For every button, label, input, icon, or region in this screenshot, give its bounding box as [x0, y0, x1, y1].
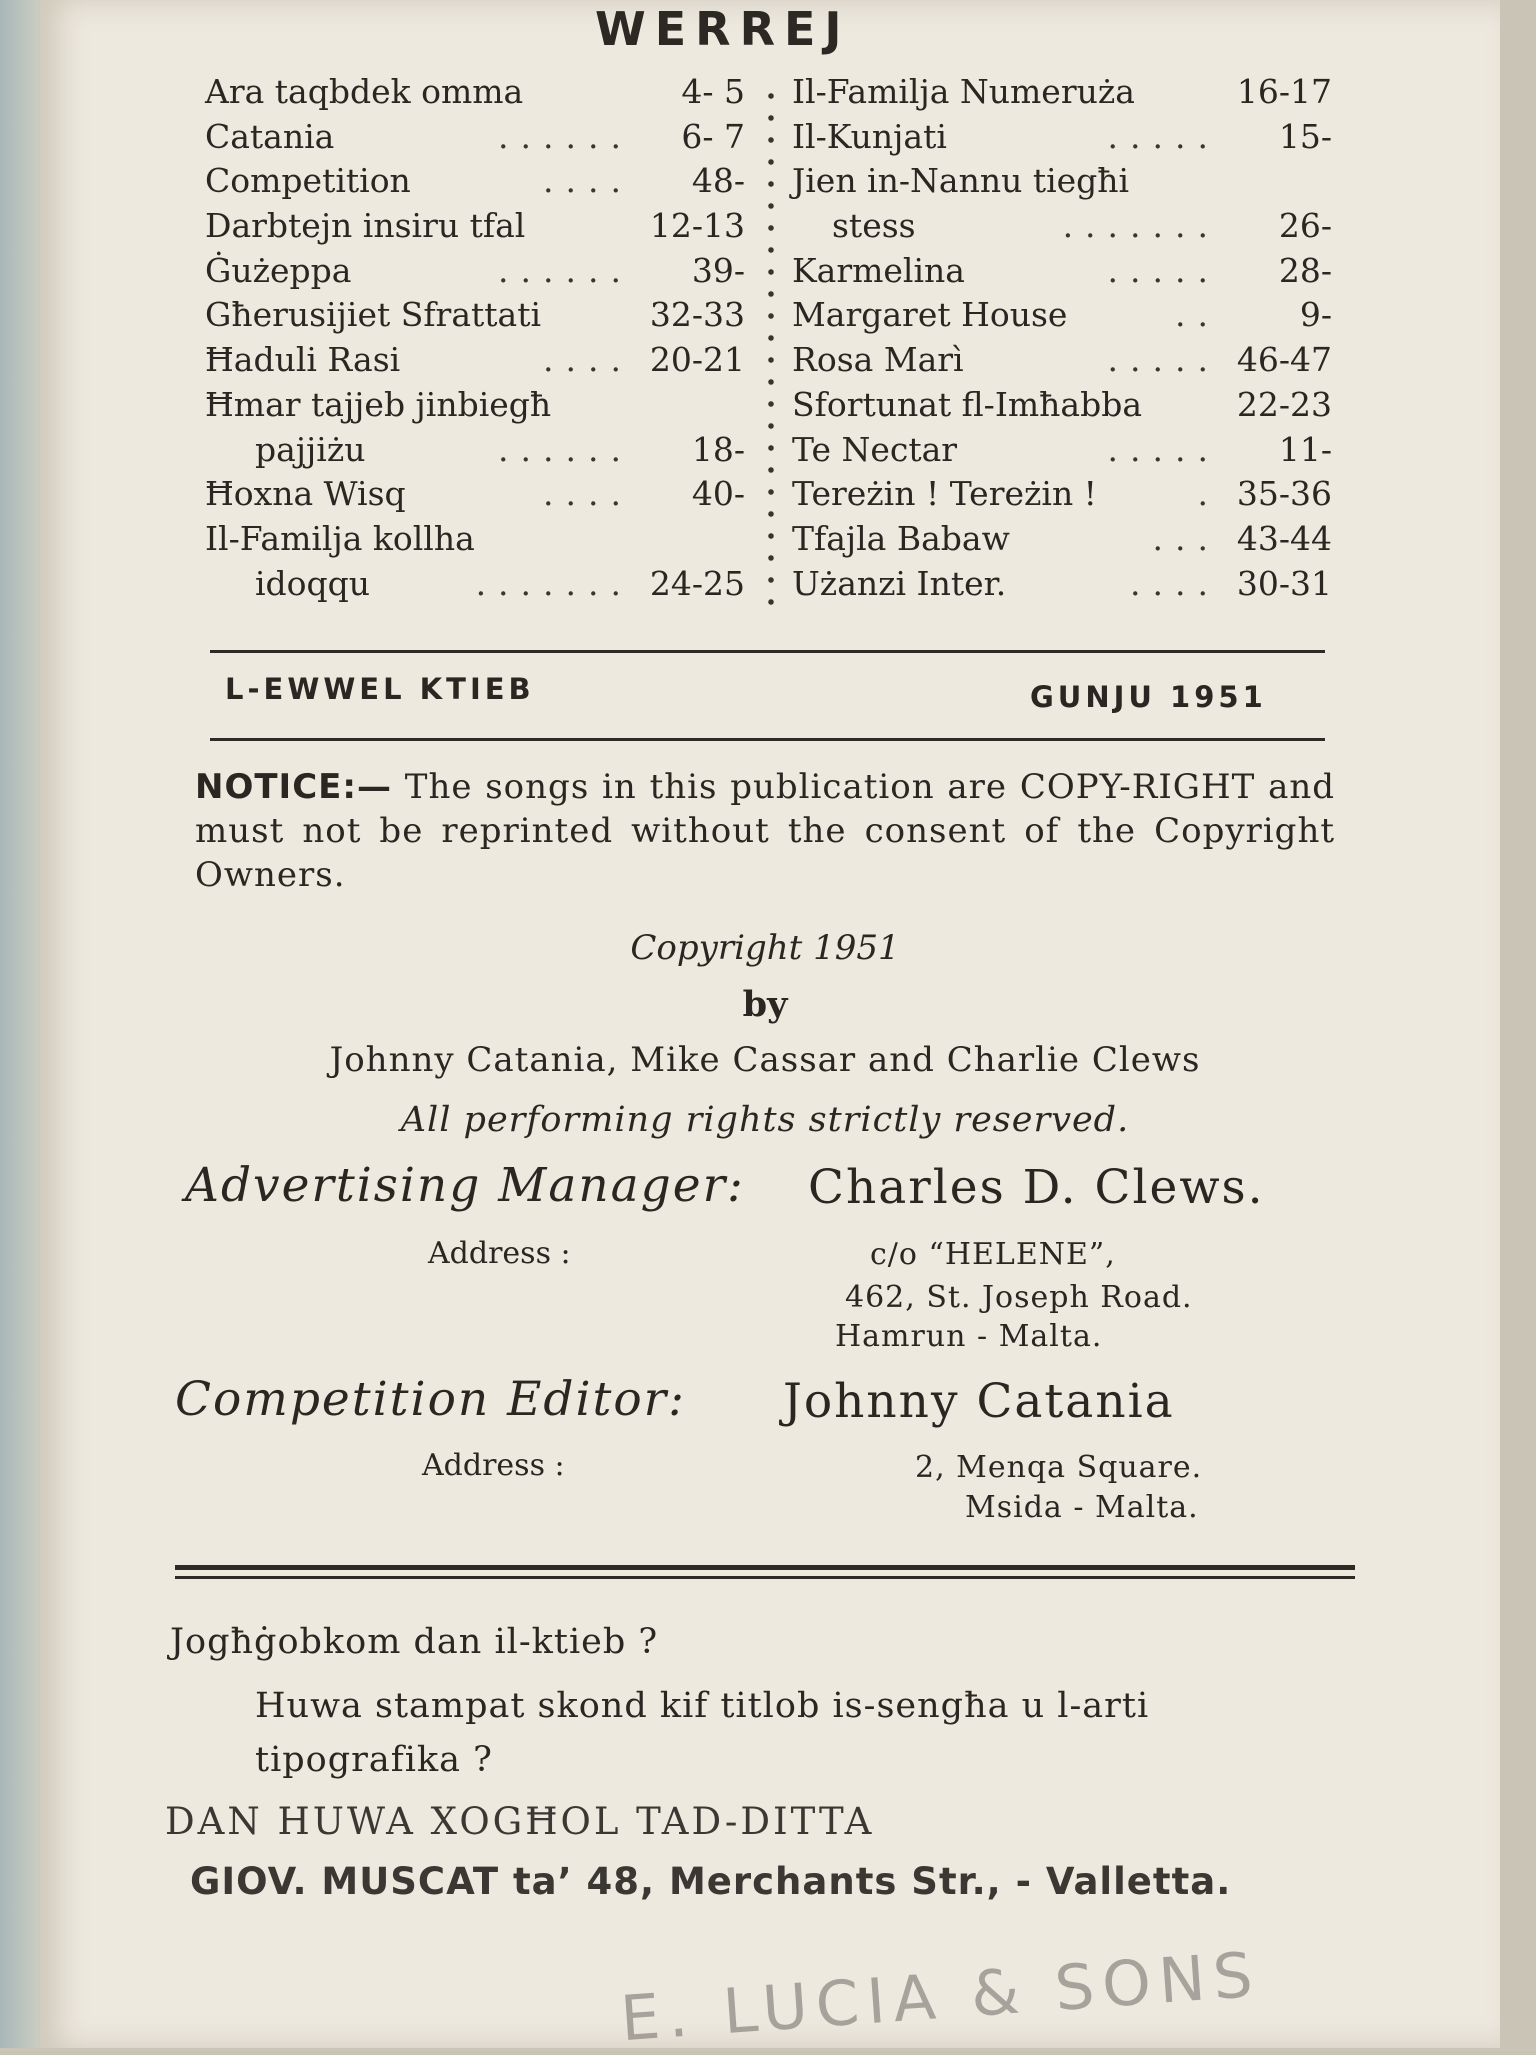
toc-entry [205, 562, 745, 607]
toc-entry-leader-dots: ...... [498, 250, 633, 290]
toc-entry-title: Ħmar tajjeb jinbiegħ [205, 384, 552, 424]
toc-entry [205, 115, 745, 160]
competition-address-line: Msida - Malta. [965, 1490, 1199, 1525]
copyright-by: by [742, 984, 788, 1025]
toc-entry-title: Il-Familja Numerużа [792, 72, 1135, 111]
toc-entry-leader-dots: ..... [1107, 250, 1220, 290]
toc-entry-title: Użanzi Inter. [792, 563, 1007, 603]
copyright-notice [195, 765, 1335, 897]
toc-entry-pages: 18- [691, 429, 745, 469]
competition-address-line: 2, Menqa Square. [915, 1450, 1203, 1485]
toc-entry-leader-dots: ..... [1107, 429, 1220, 469]
toc-entry-pages: 26- [1278, 206, 1332, 246]
toc-entry-leader-dots: ..... [1107, 340, 1220, 380]
toc-entry [205, 159, 745, 204]
toc-entry-title: Karmelina [792, 250, 965, 290]
toc-entry-leader-dots: .... [543, 474, 633, 514]
toc-entry-pages: 40- [691, 474, 745, 514]
advertising-address-line: c/o “HELENE”, [870, 1237, 1116, 1272]
toc-entry-leader-dots: . [1197, 474, 1220, 514]
copyright-holders: Johnny Catania, Mike Cassar and Charlie Clews [329, 1040, 1201, 1080]
toc-entry-pages: 15- [1278, 116, 1332, 156]
toc-right-column [792, 70, 1332, 606]
toc-entry-leader-dots: .... [1130, 563, 1220, 603]
competition-editor-name: Johnny Catania [783, 1374, 1175, 1429]
toc-bottom-rule [210, 650, 1325, 653]
printer-question-2: Huwa stampat skond kif titlob is-sengħa u l-arti [255, 1686, 1150, 1726]
toc-entry-pages: 24-25 [649, 563, 745, 603]
toc-entry [792, 249, 1332, 294]
toc-entry-title: Tfajla Babaw [792, 518, 1010, 558]
toc-left-column [205, 70, 745, 606]
toc-entry [205, 383, 745, 428]
toc-entry [792, 293, 1332, 338]
toc-entry-title: Te Nectar [792, 429, 958, 469]
toc-entry-pages: 4- 5 [681, 72, 745, 111]
printer-question-1: Jogħġobkom dan il-ktieb ? [170, 1622, 659, 1662]
toc-entry-title: Jien in-Nannu tiegħi [792, 161, 1130, 201]
toc-entry-pages: 43-44 [1236, 518, 1332, 558]
toc-entry [205, 338, 745, 383]
toc-entry [792, 472, 1332, 517]
toc-entry-leader-dots: ...... [498, 429, 633, 469]
advertising-address-line: Hamrun - Malta. [835, 1319, 1103, 1354]
toc-entry-pages: 46-47 [1236, 340, 1332, 380]
toc-entry-leader-dots: .. [1175, 295, 1220, 335]
toc-entry [205, 293, 745, 338]
toc-entry-leader-dots: ..... [1107, 116, 1220, 156]
toc-entry-title: idoqqu [255, 563, 371, 603]
notice-label: NOTICE:— [195, 767, 392, 807]
toc-entry-title: Ara taqbdek omma [205, 72, 524, 111]
printer-line: DAN HUWA XOGĦOL TAD-DITTA [165, 1800, 875, 1843]
toc-entry-leader-dots: .... [543, 340, 633, 380]
toc-entry-pages: 12-13 [649, 206, 745, 246]
toc-entry-title: Sfortunat fl-Imħabba [792, 384, 1142, 424]
toc-entry-title: pajjiżu [255, 429, 366, 469]
toc-entry-title: Ġużeppa [205, 250, 352, 290]
toc-entry [792, 383, 1332, 428]
issue-date: GUNJU 1951 [1030, 680, 1267, 714]
toc-entry-title: Rosa Marì [792, 340, 964, 380]
rights-reserved: All performing rights strictly reserved. [400, 1100, 1130, 1140]
toc-entry-leader-dots: ....... [1062, 206, 1220, 246]
toc-entry [205, 517, 745, 562]
toc-entry [205, 249, 745, 294]
toc-entry [792, 204, 1332, 249]
toc-entry-pages: 28- [1278, 250, 1332, 290]
advertising-manager-name: Charles D. Clews. [808, 1160, 1265, 1215]
toc-entry-pages: 6- 7 [681, 116, 745, 156]
toc-entry [205, 70, 745, 115]
toc-entry-pages: 35-36 [1236, 474, 1332, 514]
toc-entry [205, 428, 745, 473]
toc-entry-title: Tereżin ! Tereżin ! [792, 474, 1097, 514]
toc-entry [792, 338, 1332, 383]
toc-entry-pages: 22-23 [1236, 384, 1332, 424]
header-bottom-rule [210, 738, 1325, 741]
advertising-address-label: Address : [428, 1236, 571, 1271]
toc-entry [792, 428, 1332, 473]
copyright-year: Copyright 1951 [630, 928, 900, 968]
double-rule-bottom [175, 1576, 1355, 1579]
toc-dotted-divider [764, 85, 778, 615]
notice-text: The songs in this publication are COPY-RIGHT and must not be reprinted without the consent of the Copyright Owners. [195, 767, 1336, 895]
toc-entry-leader-dots: ....... [475, 563, 633, 603]
toc-entry [792, 517, 1332, 562]
toc-entry-pages: 20-21 [649, 340, 745, 380]
series-label: L-EWWEL KTIEB [225, 672, 535, 706]
toc-entry-title: Ħoxna Wisq [205, 474, 406, 514]
advertising-manager-role: Advertising Manager: [185, 1158, 745, 1213]
toc-entry [205, 204, 745, 249]
printer-address: GIOV. MUSCAT ta’ 48, Merchants Str., - Valletta. [190, 1860, 1232, 1903]
toc-entry-leader-dots: ...... [498, 116, 633, 156]
toc-entry-title: Margaret House [792, 295, 1068, 335]
toc-entry [792, 159, 1332, 204]
toc-entry-pages: 9- [1299, 295, 1332, 335]
toc-entry-pages: 48- [691, 161, 745, 201]
toc-entry-pages: 32-33 [649, 295, 745, 335]
printer-question-2-continued: tipografika ? [255, 1740, 493, 1780]
toc-entry-pages: 30-31 [1236, 563, 1332, 603]
advertising-address-line: 462, St. Joseph Road. [845, 1280, 1193, 1315]
toc-entry-title: Darbtejn insiru tfal [205, 206, 526, 246]
toc-entry-title: Ħaduli Rasi [205, 340, 401, 380]
toc-entry-title: Il-Kunjati [792, 116, 947, 156]
toc-entry-pages: 11- [1278, 429, 1332, 469]
toc-entry [792, 562, 1332, 607]
toc-entry-leader-dots: .... [543, 161, 633, 201]
double-rule-top [175, 1565, 1355, 1570]
competition-editor-role: Competition Editor: [175, 1372, 686, 1427]
toc-entry-title: Catania [205, 116, 335, 156]
toc-entry [792, 115, 1332, 160]
toc-heading: WERREJ [595, 2, 851, 56]
toc-entry [792, 70, 1332, 115]
toc-entry-leader-dots: ... [1152, 518, 1220, 558]
toc-entry [205, 472, 745, 517]
toc-entry-title: Il-Familja kollha [205, 518, 475, 558]
toc-entry-title: Competition [205, 161, 411, 201]
toc-entry-pages: 39- [691, 250, 745, 290]
publisher-stamp: E. LUCIA & SONS [618, 1937, 1263, 2055]
toc-entry-title: Għerusijiet Sfrattati [205, 295, 542, 335]
toc-entry-title: stess [832, 206, 916, 246]
toc-entry-pages: 16-17 [1236, 72, 1332, 111]
competition-address-label: Address : [422, 1448, 565, 1483]
